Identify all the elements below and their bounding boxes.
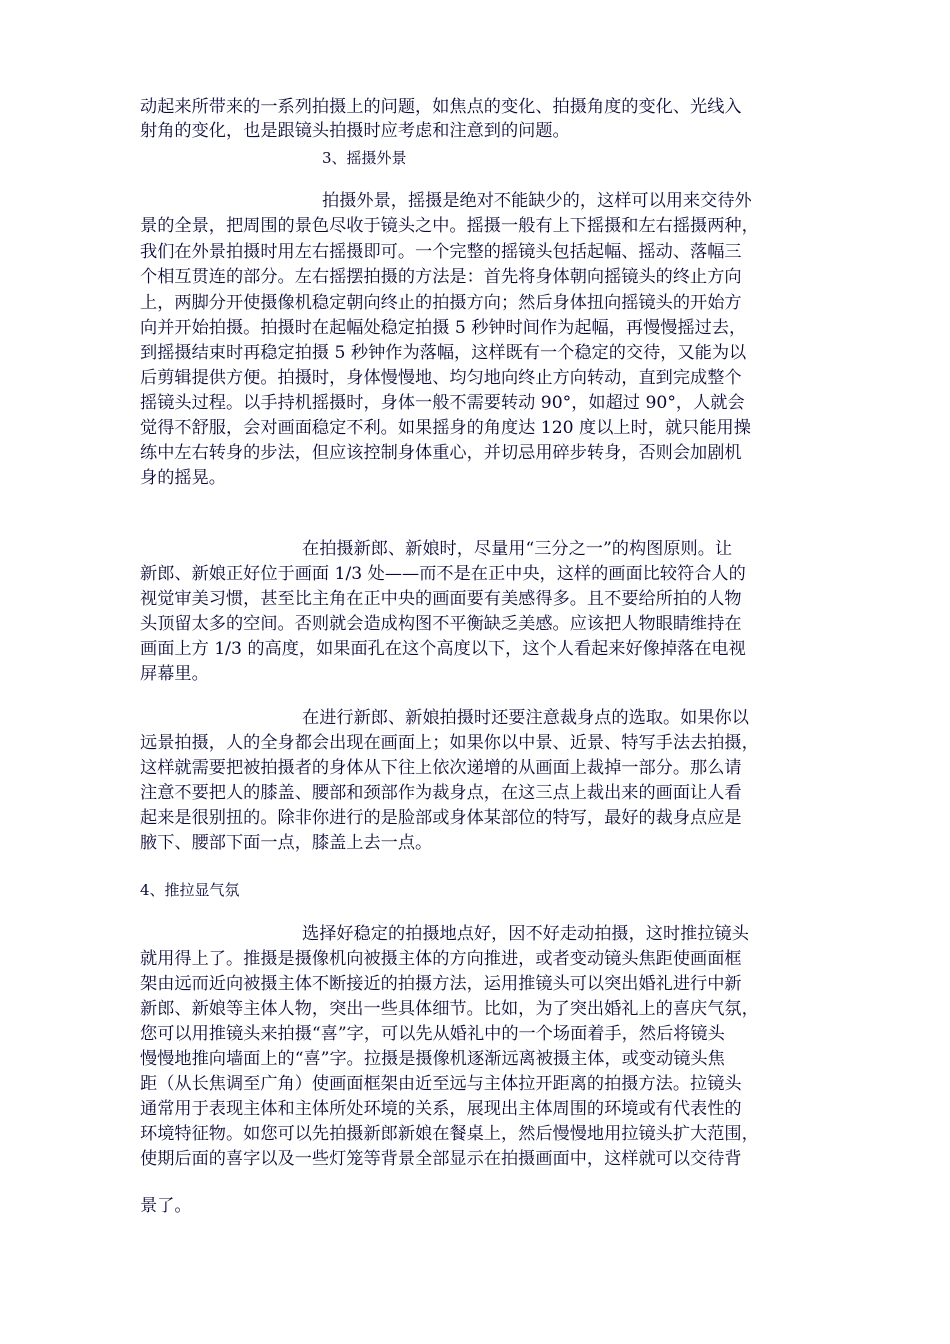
text-line: 起来是很别扭的。除非你进行的是脸部或身体某部位的特写，最好的裁身点应是 (140, 808, 742, 828)
text-line: 身的摇晃。 (140, 468, 226, 488)
text-line: 向并开始拍摄。拍摄时在起幅处稳定拍摄 5 秒钟时间作为起幅，再慢慢摇过去， (140, 318, 747, 338)
text-line: 注意不要把人的膝盖、腰部和颈部作为裁身点，在这三点上裁出来的画面让人看 (140, 783, 742, 803)
text-line: 到摇摄结束时再稳定拍摄 5 秒钟作为落幅，这样既有一个稳定的交待，又能为以 (140, 343, 747, 363)
text-line: 上，两脚分开使摄像机稳定朝向终止的拍摄方向；然后身体扭向摇镜头的开始方 (140, 293, 742, 313)
text-line: 景的全景，把周围的景色尽收于镜头之中。摇摄一般有上下摇摄和左右摇摄两种， (140, 216, 759, 236)
text-line: 练中左右转身的步法，但应该控制身体重心，并切忌用碎步转身，否则会加剧机 (140, 443, 742, 463)
text-line: 这样就需要把被拍摄者的身体从下往上依次递增的从画面上裁掉一部分。那么请 (140, 758, 742, 778)
text-line: 射角的变化，也是跟镜头拍摄时应考虑和注意到的问题。 (140, 121, 570, 141)
text-line: 景了。 (140, 1196, 192, 1216)
text-line: 您可以用推镜头来拍摄“喜”字，可以先从婚礼中的一个场面着手，然后将镜头 (140, 1024, 725, 1044)
text-line: 远景拍摄，人的全身都会出现在画面上；如果你以中景、近景、特写手法去拍摄， (140, 733, 759, 753)
text-line: 觉得不舒服，会对画面稳定不利。如果摇身的角度达 120 度以上时，就只能用操 (140, 418, 751, 438)
text-line: 拍摄外景，摇摄是绝对不能缺少的，这样可以用来交待外 (322, 191, 752, 211)
text-line: 选择好稳定的拍摄地点好，因不好走动拍摄，这时推拉镜头 (302, 924, 749, 944)
text-line: 环境特征物。如您可以先拍摄新郎新娘在餐桌上，然后慢慢地用拉镜头扩大范围， (140, 1124, 759, 1144)
text-line: 就用得上了。推摄是摄像机向被摄主体的方向推进，或者变动镜头焦距使画面框 (140, 949, 742, 969)
text-line: 新郎、新娘正好位于画面 1/3 处——而不是在正中央，这样的画面比较符合人的 (140, 564, 746, 584)
section-heading-4: 4、推拉显气氛 (140, 881, 240, 899)
text-line: 使期后面的喜字以及一些灯笼等背景全部显示在拍摄画面中，这样就可以交待背 (140, 1149, 742, 1169)
text-line: 后剪辑提供方便。拍摄时，身体慢慢地、均匀地向终止方向转动，直到完成整个 (140, 368, 742, 388)
text-line: 慢慢地推向墙面上的“喜”字。拉摄是摄像机逐渐远离被摄主体，或变动镜头焦 (140, 1049, 725, 1069)
text-line: 新郎、新娘等主体人物，突出一些具体细节。比如，为了突出婚礼上的喜庆气氛， (140, 999, 759, 1019)
text-line: 在进行新郎、新娘拍摄时还要注意裁身点的选取。如果你以 (302, 708, 749, 728)
section-heading-3: 3、摇摄外景 (322, 149, 407, 167)
text-line: 在拍摄新郎、新娘时，尽量用“三分之一”的构图原则。让 (302, 539, 733, 559)
text-line: 距（从长焦调至广角）使画面框架由近至远与主体拉开距离的拍摄方法。拉镜头 (140, 1074, 742, 1094)
text-line: 画面上方 1/3 的高度，如果面孔在这个高度以下，这个人看起来好像掉落在电视 (140, 639, 746, 659)
text-line: 摇镜头过程。以手持机摇摄时，身体一般不需要转动 90°，如超过 90°，人就会 (140, 393, 745, 413)
text-line: 视觉审美习惯，甚至比主角在正中央的画面要有美感得多。且不要给所拍的人物 (140, 589, 742, 609)
text-line: 个相互贯连的部分。左右摇摆拍摄的方法是：首先将身体朝向摇镜头的终止方向 (140, 267, 742, 287)
text-line: 动起来所带来的一系列拍摄上的问题，如焦点的变化、拍摄角度的变化、光线入 (140, 97, 742, 117)
text-line: 屏幕里。 (140, 664, 209, 684)
text-line: 通常用于表现主体和主体所处环境的关系，展现出主体周围的环境或有代表性的 (140, 1099, 742, 1119)
text-line: 腋下、腰部下面一点，膝盖上去一点。 (140, 833, 433, 853)
text-line: 头顶留太多的空间。否则就会造成构图不平衡缺乏美感。应该把人物眼睛维持在 (140, 614, 742, 634)
text-line: 我们在外景拍摄时用左右摇摄即可。一个完整的摇镜头包括起幅、摇动、落幅三 (140, 242, 742, 262)
text-line: 架由远而近向被摄主体不断接近的拍摄方法，运用推镜头可以突出婚礼进行中新 (140, 974, 742, 994)
